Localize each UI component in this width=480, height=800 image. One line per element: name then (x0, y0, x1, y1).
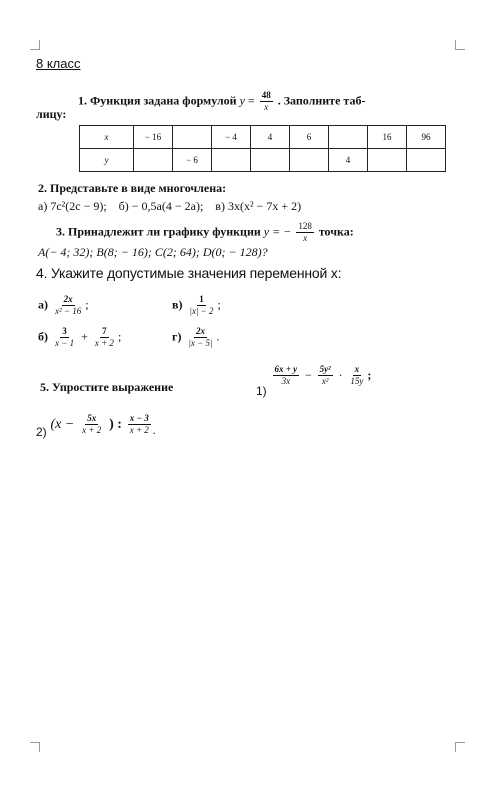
task4-label-b: б) (38, 329, 48, 344)
task5-title (40, 380, 173, 395)
task1-number: 1. (78, 93, 87, 108)
task1-line2: лицу: (36, 107, 67, 121)
table-cell: x (80, 126, 134, 149)
dot-sign: · (338, 368, 343, 382)
task1-frac-den: x (264, 102, 269, 112)
task1-eq: = (247, 93, 255, 108)
task5-frac-5 (128, 414, 151, 435)
task1-line1 (78, 91, 365, 112)
frac-num: 1 (199, 294, 204, 304)
table-cell (251, 149, 290, 172)
table-cell: 4 (251, 126, 290, 149)
frac-num: 5y² (319, 364, 331, 374)
task1-fraction (260, 91, 273, 112)
task1-frac-num: 48 (261, 90, 271, 100)
task2-items (38, 199, 301, 214)
table-cell: − 16 (134, 126, 173, 149)
task5-frac-1 (273, 365, 300, 386)
grade-heading: 8 класс (36, 56, 81, 71)
separator: . (216, 329, 220, 344)
task4-frac-b1 (53, 327, 76, 348)
task4-label-a: а) (38, 297, 48, 312)
table-cell: 6 (290, 126, 329, 149)
task5-number: 5. (40, 380, 49, 394)
table-cell: 16 (368, 126, 407, 149)
task4-item-b (38, 327, 121, 348)
task4-item-v (172, 295, 221, 316)
table-cell (329, 126, 368, 149)
table-cell (407, 149, 446, 172)
frac-num: 2x (195, 326, 205, 336)
values-table (79, 125, 446, 172)
frac-num: x (354, 364, 360, 374)
frac-den: x − 1 (55, 338, 75, 348)
table-cell (290, 149, 329, 172)
table-cell: − 6 (173, 149, 212, 172)
task4-title: 4. Укажите допустимые значения переменной x: (36, 265, 342, 281)
task3-frac-num: 128 (298, 221, 312, 231)
task4-frac-a (53, 295, 83, 316)
task2-title-text: Представьте в виде многочлена: (50, 181, 227, 195)
frac-num: 7 (102, 326, 107, 336)
task3-points: A(− 4; 32); B(8; − 16); C(2; 64); D(0; − 128)? (38, 245, 268, 259)
task4-frac-b2 (93, 327, 116, 348)
table-cell (368, 149, 407, 172)
frac-num: 2x (63, 294, 73, 304)
frac-den: 3x (281, 376, 291, 386)
frac-den: |x| − 2 (189, 306, 214, 316)
task2-number: 2. (38, 181, 47, 195)
frac-den: 15y (350, 376, 364, 386)
task4-label-v: в) (172, 297, 183, 312)
frac-den: x + 2 (129, 425, 149, 435)
task3-number: 3. (56, 224, 65, 239)
table-cell: 96 (407, 126, 446, 149)
table-cell: y (80, 149, 134, 172)
table-cell: − 4 (212, 126, 251, 149)
task3-fraction (296, 222, 314, 243)
task5-frac-4 (80, 414, 103, 435)
frac-den: |x − 5| (188, 338, 213, 348)
task4-label-g: г) (172, 329, 182, 344)
task3-frac-den: x (303, 233, 308, 243)
task4-item-a (38, 295, 89, 316)
separator: ; (117, 329, 122, 344)
page-corner-top-left (30, 40, 40, 50)
frac-num: 3 (62, 326, 67, 336)
task3-text-after: точка: (318, 224, 354, 239)
frac-den: x² − 16 (55, 306, 82, 316)
task4-frac-g (186, 327, 214, 348)
task5-part2 (36, 413, 156, 439)
paren-open: (x − (50, 417, 75, 432)
table-cell (173, 126, 212, 149)
table-cell: 4 (329, 149, 368, 172)
task5-frac-3 (348, 365, 365, 386)
frac-den: x² (321, 376, 329, 386)
frac-num: 5x (87, 413, 97, 423)
table-cell (134, 149, 173, 172)
plus-sign: + (81, 329, 88, 344)
task4-frac-v (187, 295, 215, 316)
separator: ; (367, 368, 372, 382)
task5-part1 (256, 364, 372, 398)
task3-func: y = − (263, 224, 292, 239)
task3-text: Принадлежит ли графику функции (68, 224, 261, 239)
task2-item-c: в) 3x(x² − 7x + 2) (215, 199, 302, 213)
frac-den: x + 2 (94, 338, 114, 348)
task5-label-2: 2) (36, 425, 47, 439)
frac-den: x + 2 (82, 425, 102, 435)
task2-item-b: б) − 0,5a(4 − 2a); (118, 199, 204, 213)
paren-close: ) : (109, 417, 122, 432)
task3-line1 (56, 222, 354, 243)
task1-text-after: . Заполните таб- (277, 93, 366, 108)
frac-num: 6x + y (274, 364, 298, 374)
separator: ; (217, 297, 221, 312)
task1-text: Функция задана формулой (90, 93, 237, 108)
task5-title-text: Упростите выражение (52, 380, 174, 394)
task2-title (38, 181, 226, 196)
separator: ; (85, 297, 89, 312)
task4-item-g (172, 327, 219, 348)
task1-y: y (239, 93, 245, 108)
page-corner-top-right (455, 40, 465, 50)
task2-item-a: а) 7c²(2c − 9); (38, 199, 107, 213)
task5-label-1: 1) (256, 384, 267, 398)
table-row-x (80, 126, 446, 149)
task5-frac-2 (318, 365, 333, 386)
frac-num: x − 3 (129, 413, 149, 423)
page-corner-bottom-left (30, 742, 40, 752)
page-corner-bottom-right (455, 742, 465, 752)
separator: . (152, 423, 156, 437)
table-row-y (80, 149, 446, 172)
minus-sign: − (304, 368, 312, 382)
table-cell (212, 149, 251, 172)
